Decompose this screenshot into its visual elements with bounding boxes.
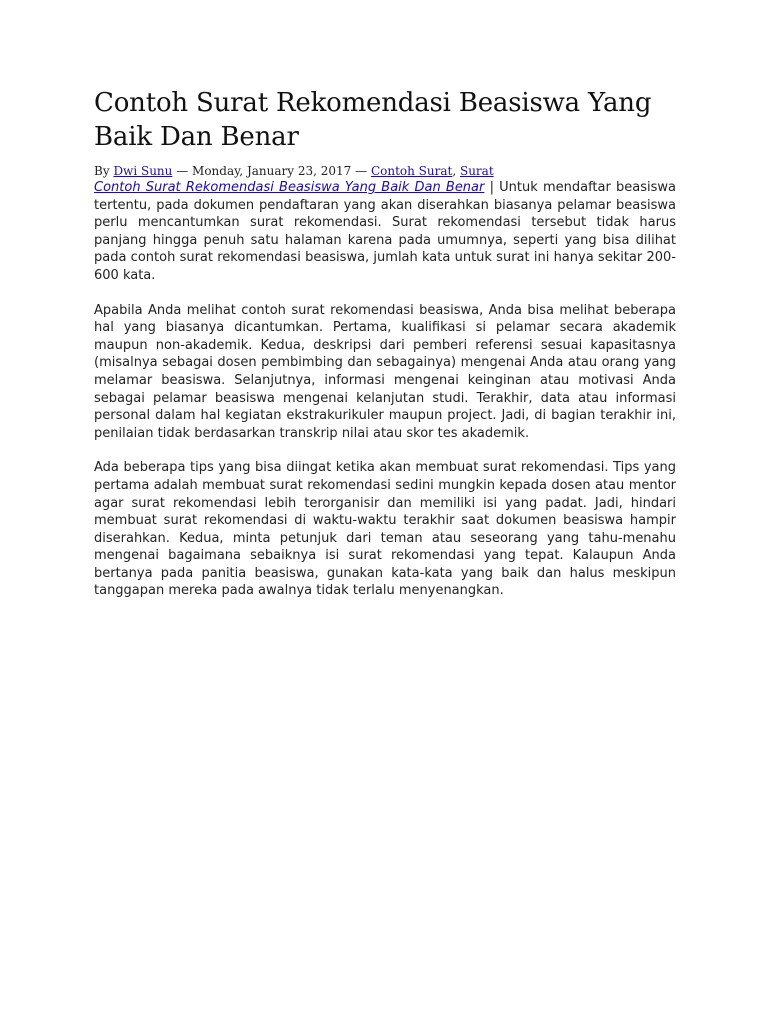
- byline-separator: —: [176, 164, 189, 178]
- lead-article-link[interactable]: Contoh Surat Rekomendasi Beasiswa Yang Baik Dan Benar: [94, 180, 485, 195]
- byline-by-label: By: [94, 164, 110, 178]
- paragraph-3: Ada beberapa tips yang bisa diingat ketika akan membuat surat rekomendasi. Tips yang pertama adalah membuat surat rekomendasi sedini mungkin kepada dosen atau mentor agar surat rekomendasi lebih terorganisir dan memiliki isi yang padat. Jadi, hindari membuat surat rekomendasi di waktu-waktu terakhir saat dokumen beasiswa hampir diserahkan. Kedua, minta petunjuk dari teman atau seseorang yang tahu-menahu mengenai bagaimana sebaiknya isi surat rekomendasi yang tepat. Kalaupun Anda bertanya pada panitia beasiswa, gunakan kata-kata yang baik dan halus meskipun tanggapan mereka pada awalnya tidak terlalu menyenangkan.: [94, 460, 676, 599]
- byline-separator: —: [355, 164, 368, 178]
- category-link-surat[interactable]: Surat: [459, 164, 494, 178]
- paragraph-1-text: Untuk mendaftar beasiswa tertentu, pada dokumen pendaftaran yang akan diserahkan biasanya pelamar beasiswa perlu mencantumkan surat rekomendasi. Surat rekomendasi tersebut tidak harus panjang hingga penuh satu halaman karena pada umumnya, seperti yang bisa dilihat pada contoh surat rekomendasi beasiswa, jumlah kata untuk surat ini hanya sekitar 200-600 kata.: [94, 180, 676, 283]
- article: [94, 86, 676, 600]
- byline-comma: ,: [452, 164, 457, 178]
- paragraph-1: [94, 179, 676, 285]
- category-link-contoh-surat[interactable]: Contoh Surat: [370, 164, 453, 178]
- article-title: Contoh Surat Rekomendasi Beasiswa Yang Baik Dan Benar: [94, 88, 652, 152]
- post-date: Monday, January 23, 2017: [192, 164, 352, 178]
- byline: [94, 164, 676, 179]
- author-link[interactable]: Dwi Sunu: [113, 164, 173, 178]
- paragraph-2: Apabila Anda melihat contoh surat rekomendasi beasiswa, Anda bisa melihat beberapa hal yang biasanya dicantumkan. Pertama, kualifikasi si pelamar secara akademik maupun non-akademik. Kedua, deskripsi dari pemberi referensi sesuai kapasitasnya (misalnya sebagai dosen pembimbing dan sebagainya) mengenai Anda atau orang yang melamar beasiswa. Selanjutnya, informasi mengenai keinginan atau motivasi Anda sebagai pelamar beasiswa mengenai kelanjutan studi. Terakhir, data atau informasi personal dalam hal kegiatan ekstrakurikuler maupun project. Jadi, di bagian terakhir ini, penilaian tidak berdasarkan transkrip nilai atau skor tes akademik.: [94, 302, 676, 441]
- lead-separator: |: [484, 180, 500, 195]
